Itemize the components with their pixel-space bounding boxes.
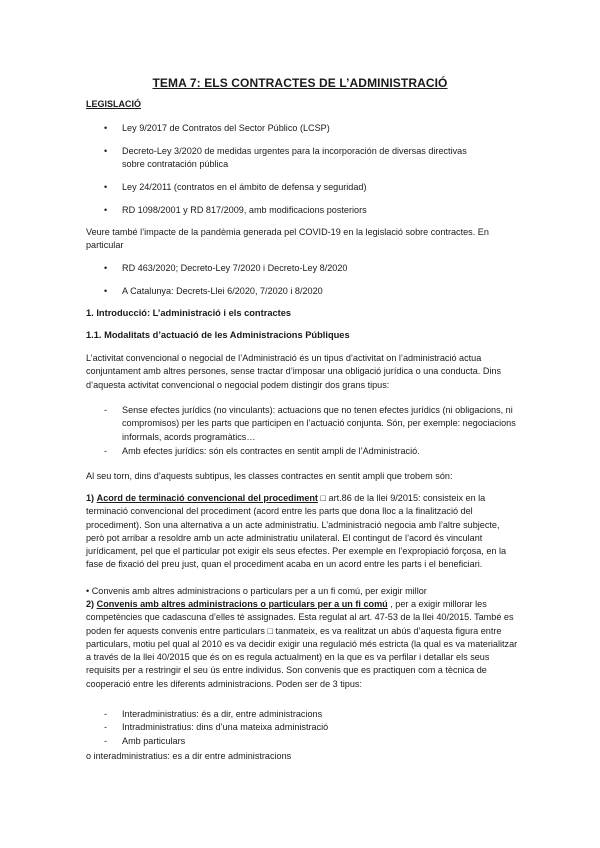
list-item: • A Catalunya: Decrets-Llei 6/2020, 7/2020 i 8/2020: [86, 285, 516, 298]
section-1-heading: 1. Introducció: L’administració i els contractes: [86, 308, 292, 318]
list-item: • RD 463/2020; Decreto-Ley 7/2020 i Decreto-Ley 8/2020: [86, 262, 516, 275]
convenis-types-list: [86, 708, 518, 748]
last-line: o interadministratius: es a dir entre administracions: [86, 751, 292, 761]
page-title: TEMA 7: ELS CONTRACTES DE L’ADMINISTRACIÓ: [152, 76, 448, 90]
item-text: □ art.86 de la llei 9/2015: consisteix en la terminació convencional del procediment (acord entre les parts que dona lloc a la finalització del procediment). Son una alternativa a un acte administratiu. L’administració negocia amb l’altre subjecte, però pot arribar a resoldre amb un acte administratiu unilateral. El contingut de l’acord és vinculant jurídicament, pel que el particular pot exigir els seus efectes. Per exemple en l’expropiació forçosa, en la fase de fixació del preu just, quan el procediment acaba en un acord entre les parts i el beneficiari.: [86, 493, 507, 570]
item-title: Convenis amb altres administracions o particulars per a un fi comú: [96, 599, 388, 609]
list-item: • Ley 24/2011 (contratos en el ámbito de defensa y seguridad): [86, 181, 516, 194]
item-number: 2): [86, 599, 95, 609]
legislacio-heading: LEGISLACIÓ: [86, 99, 142, 109]
list-item: - Amb efectes jurídics: són els contractes en sentit ampli de l’Administració.: [86, 445, 518, 458]
activity-types-list: [86, 404, 518, 458]
laws-list: [86, 122, 516, 217]
list-item: - Intradministratius: dins d’una mateixa administració: [86, 721, 518, 734]
item-acord-terminacio: [86, 492, 518, 572]
paragraph-subtypes: Al seu torn, dins d’aquests subtipus, les classes contractes en sentit ampli que trobem són:: [86, 471, 453, 481]
item-number: 1): [86, 493, 95, 503]
pandemic-intro: Veure també l’impacte de la pandèmia generada pel COVID-19 en la legislació sobre contractes. En particular: [86, 227, 489, 251]
item-convenis: [86, 598, 518, 691]
item-text: , per a exigir millorar les competències que cadascuna d’elles té assignades. Esta regulat al art. 47-53 de la llei 40/2015. També es poden fer aquests convenis entre particulars □ tanmateix, es va realitzat un abús d’aquesta figura entre particulars, motiu pel qual al 2010 es va decidir exigir una regulació més estricta (la qual es va materialitzar a través de la llei 40/2015 que és on es regula actualment) en la que es va perfilar i detallar els seus requisits per a restringir el seu ús entre individus. Son convenis que es practiquen com a tècnica de cooperació entre les diferents administracions. Poden ser de 3 tipus:: [86, 599, 518, 689]
list-item: • Decreto-Ley 3/2020 de medidas urgentes para la incorporación de diversas directivas sobre contratación pública: [86, 145, 482, 171]
list-item: • Ley 9/2017 de Contratos del Sector Público (LCSP): [86, 122, 516, 135]
section-1-1-heading: 1.1. Modalitats d’actuació de les Administracions Públiques: [86, 330, 350, 340]
list-item: - Sense efectes jurídics (no vinculants): actuacions que no tenen efectes jurídics (ni obligacions, ni compromisos) per les parts que participen en l’actuació conjunta. Són, per exemple: negociacions informals, acords programàtics…: [86, 404, 518, 444]
paragraph-intro: L’activitat convencional o negocial de l’Administració és un tipus d’activitat on l’administració actua conjuntament amb altres persones, sense tractar d’imposar una obligació jurídica o una conducta. Dins d’aquesta activitat convencional o negocial podem distingir dos grans tipus:: [86, 353, 502, 390]
item-title: Acord de terminació convencional del procediment: [96, 493, 318, 503]
list-item: - Amb particulars: [86, 735, 518, 748]
list-item: • RD 1098/2001 y RD 817/2009, amb modificacions posteriors: [86, 204, 516, 217]
stray-line: • Convenis amb altres administracions o particulars per a un fi comú, per exigir millor: [86, 586, 427, 596]
pandemic-laws-list: [86, 262, 516, 298]
list-item: - Interadministratius: és a dir, entre administracions: [86, 708, 518, 721]
